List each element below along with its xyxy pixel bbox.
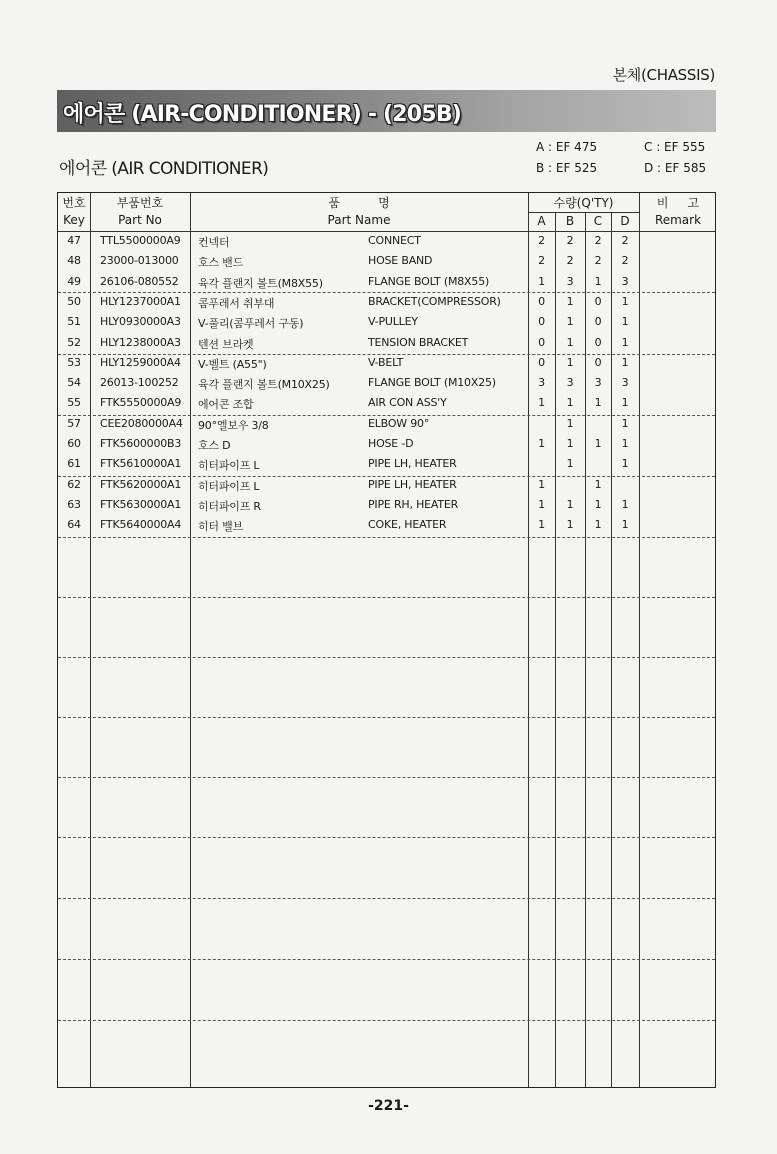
table-row <box>58 437 715 457</box>
name-ko-cell: 히터파이프 L <box>198 459 260 473</box>
qty-d-cell: 1 <box>621 457 629 471</box>
name-ko-cell: 에어콘 조합 <box>198 398 254 412</box>
qty-c-cell: 1 <box>594 437 602 450</box>
qty-c-cell: 3 <box>594 376 602 390</box>
qty-b-cell: 1 <box>566 396 574 410</box>
qty-b-cell: 1 <box>566 335 574 349</box>
qty-d-cell: 3 <box>621 376 629 390</box>
header-key-ko: 번호 <box>62 196 86 210</box>
header-part-no-ko: 부품번호 <box>116 196 164 210</box>
key-cell: 60 <box>67 437 81 450</box>
table-row <box>58 356 715 376</box>
key-cell: 64 <box>67 518 81 532</box>
qty-d-cell: 1 <box>621 437 629 450</box>
key-cell: 55 <box>67 396 81 410</box>
name-ko-cell: V-풀리(콤푸레서 구동) <box>198 317 304 331</box>
key-cell: 49 <box>67 274 81 288</box>
table-row <box>58 417 715 437</box>
header-name-en: Part Name <box>327 213 391 227</box>
empty-separator <box>58 777 715 778</box>
section-label: 본체(CHASSIS) <box>612 66 715 84</box>
subtitle: 에어콘 (AIR CONDITIONER) <box>59 159 269 179</box>
legend-a: A : EF 475 <box>536 140 598 154</box>
header-remark-ko: 비 고 <box>656 196 700 210</box>
table-row <box>58 396 715 416</box>
qty-a-cell: 1 <box>538 396 545 410</box>
qty-d-cell: 1 <box>621 294 629 308</box>
table-row <box>58 336 715 356</box>
qty-a-cell: 2 <box>538 254 545 268</box>
part-no-cell: 26013-100252 <box>100 376 179 390</box>
table-row <box>58 295 715 315</box>
name-ko-cell: 히터파이프 L <box>198 479 260 493</box>
name-ko-cell: 히터 밸브 <box>198 520 244 534</box>
part-no-cell: HLY1237000A1 <box>100 294 181 308</box>
legend-d: D : EF 585 <box>644 161 707 175</box>
name-en-cell: FLANGE BOLT (M10X25) <box>368 376 496 390</box>
header-col-c: C <box>593 214 603 228</box>
table-row <box>58 275 715 295</box>
qty-a-cell: 1 <box>538 437 545 450</box>
header-qty: 수량(Q'TY) <box>553 196 614 210</box>
qty-a-cell: 0 <box>538 315 545 329</box>
name-ko-cell: 호스 D <box>198 439 231 452</box>
empty-separator <box>58 717 715 718</box>
name-ko-cell: 호스 밴드 <box>198 256 244 270</box>
part-no-cell: HLY1238000A3 <box>100 335 181 349</box>
header-col-d: D <box>620 214 630 228</box>
part-no-cell: FTK5600000B3 <box>100 437 182 450</box>
table-row <box>58 234 715 254</box>
qty-d-cell: 1 <box>621 396 629 410</box>
qty-c-cell: 1 <box>594 274 602 288</box>
table-row <box>58 254 715 274</box>
name-en-cell: V-PULLEY <box>368 315 418 329</box>
part-no-cell: 26106-080552 <box>100 274 179 288</box>
empty-separator <box>58 959 715 960</box>
key-cell: 62 <box>67 477 81 491</box>
part-no-cell: HLY0930000A3 <box>100 315 181 329</box>
qty-a-cell: 0 <box>538 355 545 369</box>
qty-b-cell: 1 <box>566 457 574 471</box>
qty-c-cell: 0 <box>594 294 602 308</box>
header-key-en: Key <box>63 213 85 227</box>
key-cell: 51 <box>67 315 81 329</box>
key-cell: 48 <box>67 254 81 268</box>
qty-c-cell: 1 <box>594 497 602 511</box>
header-col-a: A <box>537 214 546 228</box>
name-en-cell: ELBOW 90° <box>368 416 430 430</box>
name-ko-cell: 육각 플랜지 볼트(M8X55) <box>198 276 323 290</box>
qty-b-cell: 3 <box>566 376 574 390</box>
qty-b-cell: 2 <box>566 234 574 247</box>
key-cell: 52 <box>67 335 81 349</box>
qty-b-cell: 1 <box>566 437 574 450</box>
part-no-cell: CEE2080000A4 <box>100 416 183 430</box>
header-bottom-line <box>58 231 715 232</box>
qty-a-cell: 1 <box>538 518 545 532</box>
qty-c-cell: 1 <box>594 396 602 410</box>
title-banner <box>57 90 716 132</box>
header-part-no-en: Part No <box>118 213 162 227</box>
qty-d-cell: 1 <box>621 355 629 369</box>
key-cell: 57 <box>67 416 81 430</box>
name-ko-cell: 컨넥터 <box>198 236 230 249</box>
name-ko-cell: 히터파이프 R <box>198 499 261 513</box>
part-no-cell: FTK5610000A1 <box>100 457 182 471</box>
part-no-cell: FTK5550000A9 <box>100 396 182 410</box>
key-cell: 50 <box>67 294 81 308</box>
part-no-cell: FTK5620000A1 <box>100 477 182 491</box>
header-col-b: B <box>565 214 575 228</box>
key-cell: 53 <box>67 355 81 369</box>
qty-b-cell: 1 <box>566 518 574 532</box>
qty-d-cell: 3 <box>621 274 629 288</box>
part-no-cell: FTK5630000A1 <box>100 497 182 511</box>
table-row <box>58 478 715 498</box>
name-ko-cell: 육각 플랜지 볼트(M10X25) <box>198 378 330 392</box>
qty-a-cell: 1 <box>538 497 545 511</box>
table-row <box>58 518 715 538</box>
empty-separator <box>58 1020 715 1021</box>
table-row <box>58 315 715 335</box>
name-en-cell: PIPE LH, HEATER <box>368 457 457 471</box>
page-title: 에어콘 (AIR-CONDITIONER) - (205B) <box>63 102 462 127</box>
key-cell: 54 <box>67 376 81 390</box>
name-ko-cell: V-벨트 (A55") <box>198 357 267 371</box>
legend-c: C : EF 555 <box>644 140 706 154</box>
qty-header-line <box>528 212 639 213</box>
name-en-cell: HOSE -D <box>368 437 414 450</box>
qty-c-cell: 1 <box>594 477 602 491</box>
qty-d-cell: 1 <box>621 497 629 511</box>
name-en-cell: FLANGE BOLT (M8X55) <box>368 274 490 288</box>
table-row <box>58 498 715 518</box>
name-en-cell: BRACKET(COMPRESSOR) <box>368 294 501 308</box>
name-en-cell: COKE, HEATER <box>368 518 447 532</box>
qty-a-cell: 0 <box>538 294 545 308</box>
qty-b-cell: 2 <box>566 254 574 268</box>
qty-c-cell: 0 <box>594 335 602 349</box>
name-en-cell: AIR CON ASS'Y <box>368 396 447 410</box>
qty-d-cell: 1 <box>621 315 629 329</box>
table-row <box>58 457 715 477</box>
empty-separator <box>58 597 715 598</box>
qty-d-cell: 2 <box>621 234 629 247</box>
qty-a-cell: 1 <box>538 477 545 491</box>
qty-b-cell: 3 <box>566 274 574 288</box>
name-en-cell: TENSION BRACKET <box>368 335 469 349</box>
name-en-cell: V-BELT <box>368 355 404 369</box>
qty-d-cell: 1 <box>621 518 629 532</box>
qty-a-cell: 2 <box>538 234 545 247</box>
empty-separator <box>58 898 715 899</box>
key-cell: 63 <box>67 497 81 511</box>
name-en-cell: PIPE LH, HEATER <box>368 477 457 491</box>
qty-c-cell: 2 <box>594 254 602 268</box>
legend-b: B : EF 525 <box>536 161 598 175</box>
table-row <box>58 376 715 396</box>
name-ko-cell: 90°엘보우 3/8 <box>198 418 269 432</box>
name-en-cell: HOSE BAND <box>368 254 433 268</box>
name-en-cell: CONNECT <box>368 234 421 247</box>
name-ko-cell: 텐션 브라켓 <box>198 337 254 351</box>
qty-b-cell: 1 <box>566 416 574 430</box>
part-no-cell: FTK5640000A4 <box>100 518 182 532</box>
name-ko-cell: 콤푸레서 취부대 <box>198 296 275 310</box>
qty-d-cell: 2 <box>621 254 629 268</box>
part-no-cell: 23000-013000 <box>100 254 179 268</box>
qty-a-cell: 0 <box>538 335 545 349</box>
part-no-cell: TTL5500000A9 <box>100 234 181 247</box>
empty-separator <box>58 837 715 838</box>
qty-a-cell: 1 <box>538 274 545 288</box>
qty-c-cell: 0 <box>594 315 602 329</box>
name-en-cell: PIPE RH, HEATER <box>368 497 459 511</box>
qty-d-cell: 1 <box>621 335 629 349</box>
key-cell: 47 <box>67 234 81 247</box>
part-no-cell: HLY1259000A4 <box>100 355 181 369</box>
qty-d-cell: 1 <box>621 416 629 430</box>
page-number: -221- <box>368 1098 409 1114</box>
qty-c-cell: 0 <box>594 355 602 369</box>
key-cell: 61 <box>67 457 81 471</box>
qty-c-cell: 1 <box>594 518 602 532</box>
qty-a-cell: 3 <box>538 376 545 390</box>
parts-table <box>57 192 716 1088</box>
qty-b-cell: 1 <box>566 294 574 308</box>
qty-b-cell: 1 <box>566 355 574 369</box>
qty-b-cell: 1 <box>566 315 574 329</box>
qty-c-cell: 2 <box>594 234 602 247</box>
header-name-ko: 품 명 <box>328 196 390 210</box>
empty-separator <box>58 657 715 658</box>
header-remark-en: Remark <box>654 213 702 227</box>
qty-b-cell: 1 <box>566 497 574 511</box>
